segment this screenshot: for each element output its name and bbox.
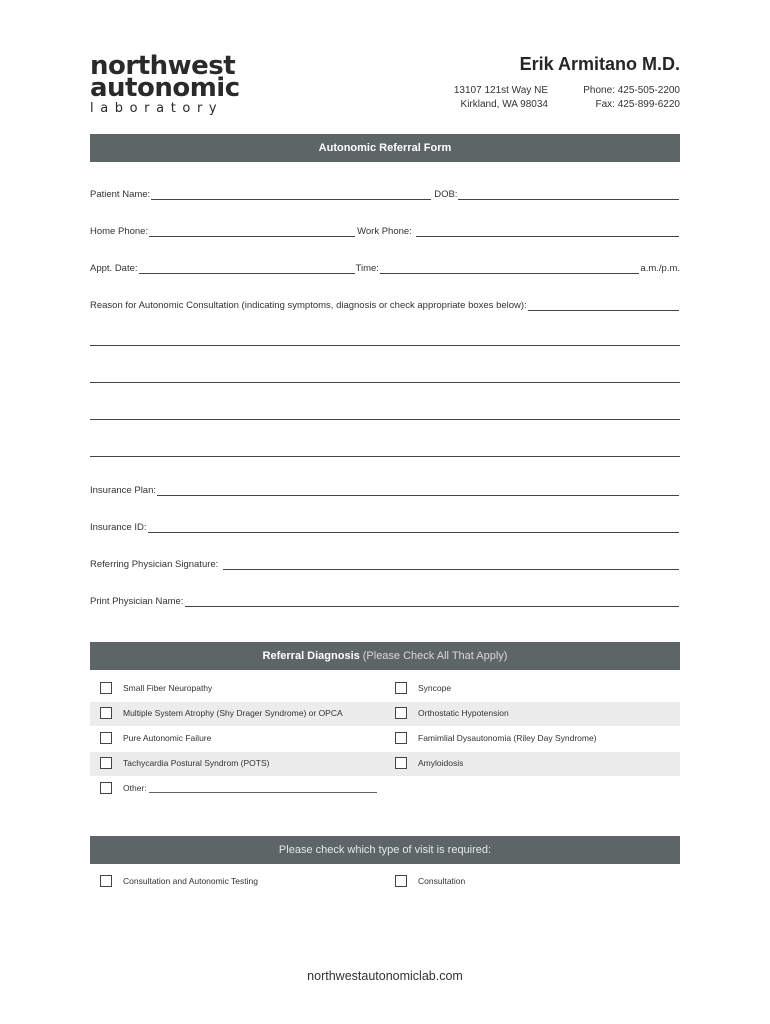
lab-logo: [90, 51, 250, 116]
visit-option[interactable]: [395, 875, 465, 887]
home-phone-line[interactable]: [149, 226, 355, 237]
checkbox[interactable]: [395, 732, 407, 744]
diagnosis-option[interactable]: [395, 757, 463, 769]
reason-extra-line[interactable]: [90, 419, 680, 420]
diagnosis-option[interactable]: [395, 707, 509, 719]
other-line[interactable]: [149, 784, 377, 793]
phone-row: [90, 223, 680, 237]
checkbox[interactable]: [100, 732, 112, 744]
dob-label: DOB:: [434, 189, 458, 200]
diagnosis-option-label: Multiple System Atrophy (Shy Drager Syndrome) or OPCA: [123, 708, 343, 718]
visit-option-label: Consultation and Autonomic Testing: [123, 876, 258, 886]
diagnosis-subtitle: (Please Check All That Apply): [362, 650, 508, 662]
appt-date-line[interactable]: [139, 263, 355, 274]
form-title-bar: [90, 134, 680, 162]
signature-line[interactable]: [223, 559, 679, 570]
signature-label: Referring Physician Signature:: [90, 559, 219, 570]
diagnosis-option[interactable]: [395, 732, 597, 744]
reason-line[interactable]: [528, 300, 679, 311]
reason-label: Reason for Autonomic Consultation (indicating symptoms, diagnosis or check appropriate boxes below):: [90, 300, 527, 311]
diagnosis-other-label: Other:: [123, 783, 147, 793]
doctor-name: Erik Armitano M.D.: [519, 54, 680, 74]
insurance-plan-row: [90, 482, 680, 496]
checkbox[interactable]: [100, 875, 112, 887]
diagnosis-title-bar: [90, 642, 680, 670]
insurance-plan-label: Insurance Plan:: [90, 485, 157, 496]
work-phone-line[interactable]: [416, 226, 679, 237]
address-line-2: Kirkland, WA 98034: [460, 99, 548, 110]
diagnosis-option-label: Amyloidosis: [418, 758, 464, 768]
patient-name-label: Patient Name:: [90, 189, 151, 200]
checkbox[interactable]: [100, 682, 112, 694]
insurance-id-line[interactable]: [148, 522, 680, 533]
time-suffix: a.m./p.m.: [640, 263, 680, 274]
time-line[interactable]: [380, 263, 639, 274]
insurance-id-label: Insurance ID:: [90, 522, 147, 533]
reason-extra-line[interactable]: [90, 456, 680, 457]
dob-line[interactable]: [458, 189, 679, 200]
checkbox[interactable]: [100, 707, 112, 719]
footer-website[interactable]: northwestautonomiclab.com: [307, 969, 463, 983]
diagnosis-option-other[interactable]: [100, 782, 377, 794]
diagnosis-row: [90, 702, 680, 726]
print-name-line[interactable]: [185, 596, 679, 607]
diagnosis-option[interactable]: [100, 732, 211, 744]
diagnosis-option-label: Orthostatic Hypotension: [418, 708, 509, 718]
visit-title: Please check which type of visit is required:: [278, 844, 492, 856]
diagnosis-option[interactable]: [395, 682, 451, 694]
phone-number: Phone: 425-505-2200: [583, 85, 680, 96]
patient-name-row: [90, 186, 680, 200]
diagnosis-option[interactable]: [100, 682, 212, 694]
checkbox[interactable]: [395, 757, 407, 769]
diagnosis-row: [90, 677, 680, 701]
checkbox[interactable]: [395, 682, 407, 694]
checkbox[interactable]: [395, 875, 407, 887]
diagnosis-title: Referral Diagnosis: [262, 650, 360, 662]
diagnosis-row: [90, 777, 680, 801]
home-phone-label: Home Phone:: [90, 226, 149, 237]
form-title: Autonomic Referral Form: [318, 142, 452, 154]
print-name-row: [90, 593, 680, 607]
logo-line-1: northwest: [90, 51, 236, 81]
insurance-id-row: [90, 519, 680, 533]
time-label: Time:: [355, 263, 379, 274]
diagnosis-option-label: Pure Autonomic Failure: [123, 733, 212, 743]
diagnosis-option-label: Syncope: [418, 683, 452, 693]
logo-line-2: autonomic: [90, 73, 240, 103]
diagnosis-option-label: Small Fiber Neuropathy: [123, 683, 213, 693]
patient-name-line[interactable]: [151, 189, 431, 200]
checkbox[interactable]: [395, 707, 407, 719]
visit-option-label: Consultation: [418, 876, 466, 886]
doctor-contact: [560, 84, 680, 112]
insurance-plan-line[interactable]: [157, 485, 679, 496]
signature-row: [90, 556, 680, 570]
diagnosis-row: [90, 727, 680, 751]
diagnosis-option[interactable]: [100, 757, 269, 769]
diagnosis-option-label: Famimlial Dysautonomia (Riley Day Syndrome): [418, 733, 597, 743]
reason-extra-line[interactable]: [90, 382, 680, 383]
logo-line-3: laboratory: [90, 101, 224, 116]
checkbox[interactable]: [100, 782, 112, 794]
address-line-1: 13107 121st Way NE: [453, 85, 548, 96]
diagnosis-row: [90, 752, 680, 776]
print-name-label: Print Physician Name:: [90, 596, 184, 607]
doctor-address: [440, 84, 548, 112]
reason-extra-line[interactable]: [90, 345, 680, 346]
fax-number: Fax: 425-899-6220: [595, 99, 680, 110]
appt-date-label: Appt. Date:: [90, 263, 138, 274]
visit-title-bar: [90, 836, 680, 864]
visit-option[interactable]: [100, 875, 258, 887]
appointment-row: [90, 260, 680, 274]
checkbox[interactable]: [100, 757, 112, 769]
diagnosis-option[interactable]: [100, 707, 343, 719]
visit-row: [90, 870, 680, 894]
diagnosis-option-label: Tachycardia Postural Syndrom (POTS): [123, 758, 270, 768]
work-phone-label: Work Phone:: [357, 226, 412, 237]
reason-row: [90, 297, 680, 311]
